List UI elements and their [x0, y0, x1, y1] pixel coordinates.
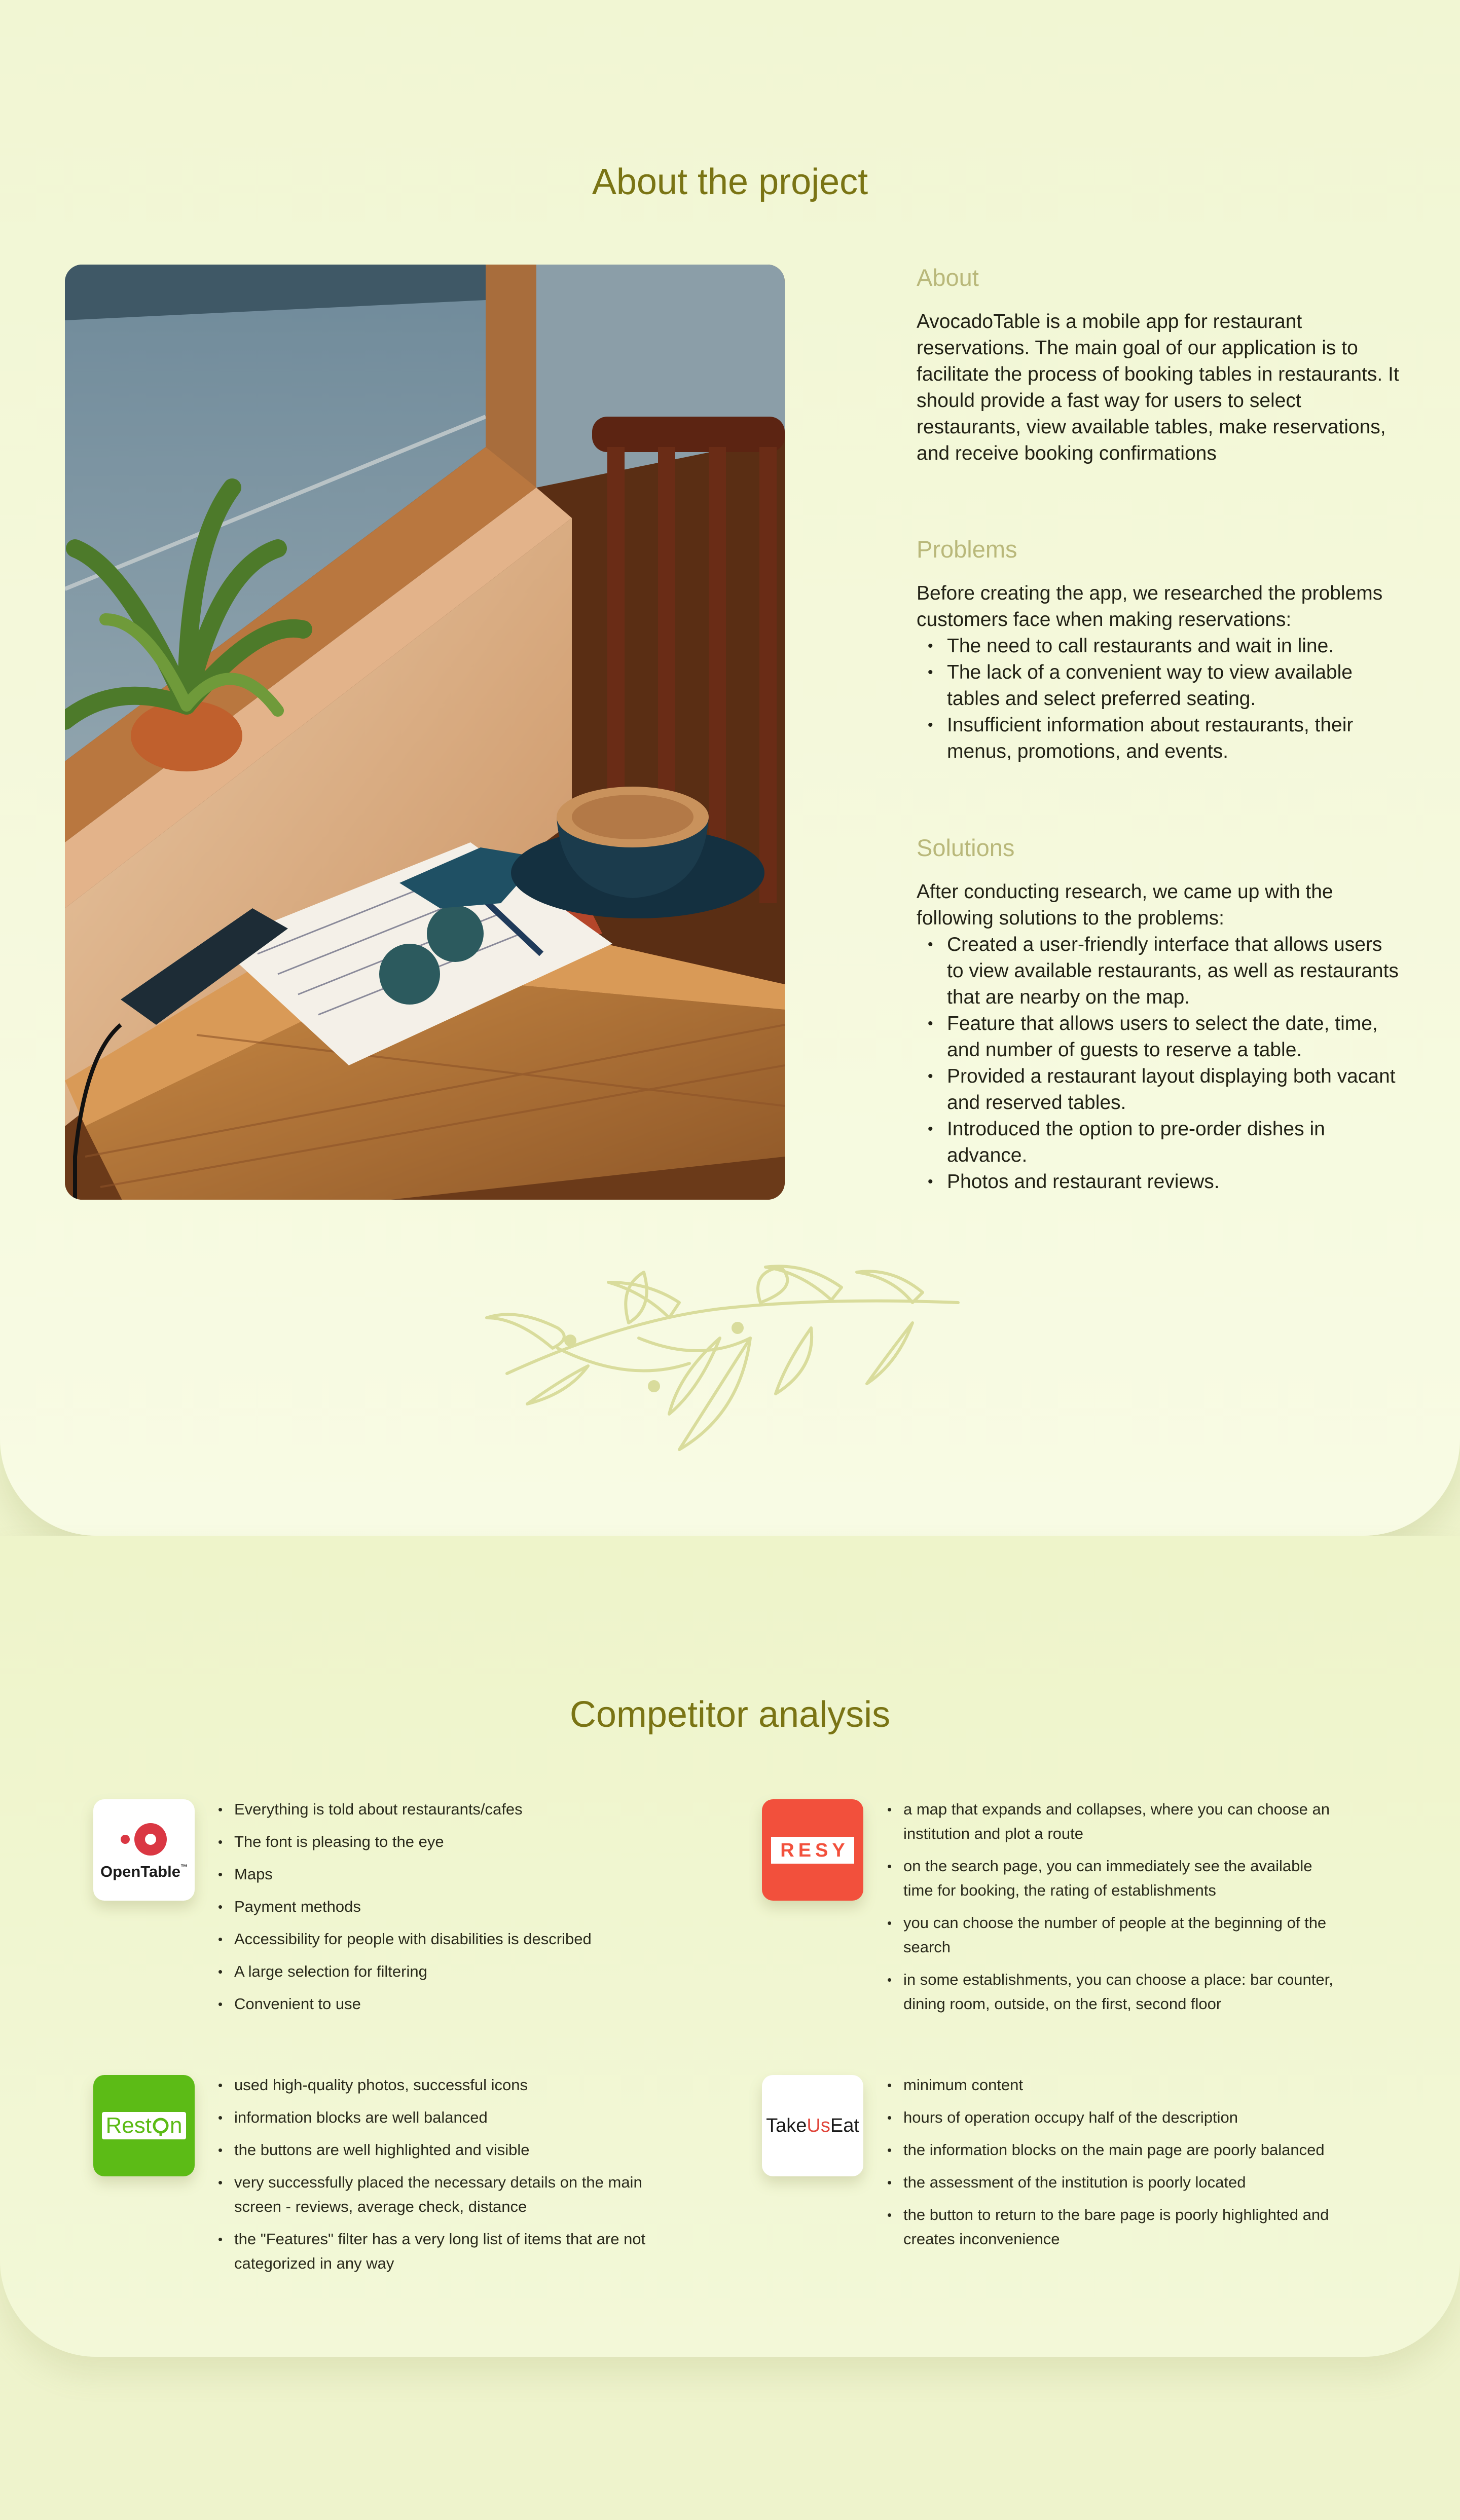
solutions-list: [917, 932, 1403, 1195]
opentable-point: • Everything is told about restaurants/cafes: [218, 1797, 674, 1822]
resy-logo-text: RESY: [771, 1837, 854, 1864]
cafe-table-photo: [65, 265, 785, 1200]
problems-list: [917, 633, 1403, 765]
takeuseat-logo: [762, 2075, 863, 2176]
solution-item: • Created a user-friendly interface that allows users to view available restaurants, as well as restaurants that are nearby on the map.: [947, 932, 1403, 1011]
opentable-logo-tm: ™: [180, 1863, 188, 1871]
competitor-title: Competitor analysis: [569, 1694, 891, 1735]
resy-points: [887, 1797, 1343, 2024]
problem-item: • Insufficient information about restaurants, their menus, promotions, and events.: [947, 712, 1403, 765]
takeuseat-point: • hours of operation occupy half of the description: [887, 2105, 1343, 2130]
takeuseat-point: • minimum content: [887, 2073, 1343, 2097]
about-text: AvocadoTable is a mobile app for restaurant reservations. The main goal of our application is to facilitate the process of booking tables in restaurants. It should provide a fast way for users to select restaurants, view available tables, make reservations, and receive booking confirmations: [917, 311, 1399, 464]
opentable-point: • Maps: [218, 1862, 674, 1886]
takeuseat-logo-take: Take: [766, 2115, 807, 2136]
about-heading: About: [917, 264, 979, 291]
solution-item: • Feature that allows users to select the date, time, and number of guests to reserve a table.: [947, 1011, 1403, 1063]
olive-branch-icon: [477, 1262, 983, 1465]
reston-point: • information blocks are well balanced: [218, 2105, 674, 2130]
takeuseat-point: • the button to return to the bare page is poorly highlighted and creates inconvenience: [887, 2203, 1343, 2251]
takeuseat-logo-us: Us: [807, 2115, 830, 2136]
takeuseat-point: • the information blocks on the main page are poorly balanced: [887, 2138, 1343, 2162]
resy-point: • on the search page, you can immediately see the available time for booking, the rating of establishments: [887, 1854, 1343, 1903]
takeuseat-point: • the assessment of the institution is poorly located: [887, 2170, 1343, 2195]
reston-point: • used high-quality photos, successful icons: [218, 2073, 674, 2097]
resy-point: • a map that expands and collapses, where you can choose an institution and plot a route: [887, 1797, 1343, 1846]
problems-intro: Before creating the app, we researched the problems customers face when making reservations:: [917, 582, 1383, 631]
problem-item: • The lack of a convenient way to view available tables and select preferred seating.: [947, 659, 1403, 712]
solution-item: • Photos and restaurant reviews.: [947, 1169, 1403, 1195]
about-title: About the project: [592, 162, 868, 202]
opentable-point: • Accessibility for people with disabilities is described: [218, 1927, 674, 1951]
opentable-mark-icon: [116, 1819, 172, 1860]
problems-heading: Problems: [917, 536, 1017, 563]
solution-item: • Introduced the option to pre-order dishes in advance.: [947, 1116, 1403, 1169]
reston-logo: [93, 2075, 195, 2176]
opentable-point: • Convenient to use: [218, 1992, 674, 2016]
reston-logo-text-end: n: [170, 2113, 182, 2138]
resy-logo: [762, 1799, 863, 1901]
reston-point: • the buttons are well highlighted and visible: [218, 2138, 674, 2162]
opentable-logo-text: OpenTable: [100, 1863, 180, 1880]
opentable-point: • A large selection for filtering: [218, 1959, 674, 1984]
opentable-logo: [93, 1799, 195, 1901]
resy-point: • in some establishments, you can choose a place: bar counter, dining room, outside, on the first, second floor: [887, 1968, 1343, 2016]
location-pin-icon: [152, 2116, 169, 2136]
reston-point: • very successfully placed the necessary details on the main screen - reviews, average check, distance: [218, 2170, 674, 2219]
opentable-points: [218, 1797, 674, 2024]
takeuseat-points: [887, 2073, 1343, 2259]
resy-point: • you can choose the number of people at the beginning of the search: [887, 1911, 1343, 1959]
cafe-table-illustration: [65, 265, 785, 1200]
reston-point: • the "Features" filter has a very long list of items that are not categorized in any way: [218, 2227, 674, 2276]
reston-points: [218, 2073, 674, 2284]
takeuseat-logo-eat: Eat: [830, 2115, 859, 2136]
reston-logo-text: Rest: [105, 2113, 152, 2138]
problem-item: • The need to call restaurants and wait in line.: [947, 633, 1403, 659]
solutions-intro: After conducting research, we came up with the following solutions to the problems:: [917, 881, 1333, 929]
opentable-point: • The font is pleasing to the eye: [218, 1830, 674, 1854]
opentable-point: • Payment methods: [218, 1895, 674, 1919]
solutions-heading: Solutions: [917, 834, 1015, 861]
solution-item: • Provided a restaurant layout displaying both vacant and reserved tables.: [947, 1063, 1403, 1116]
